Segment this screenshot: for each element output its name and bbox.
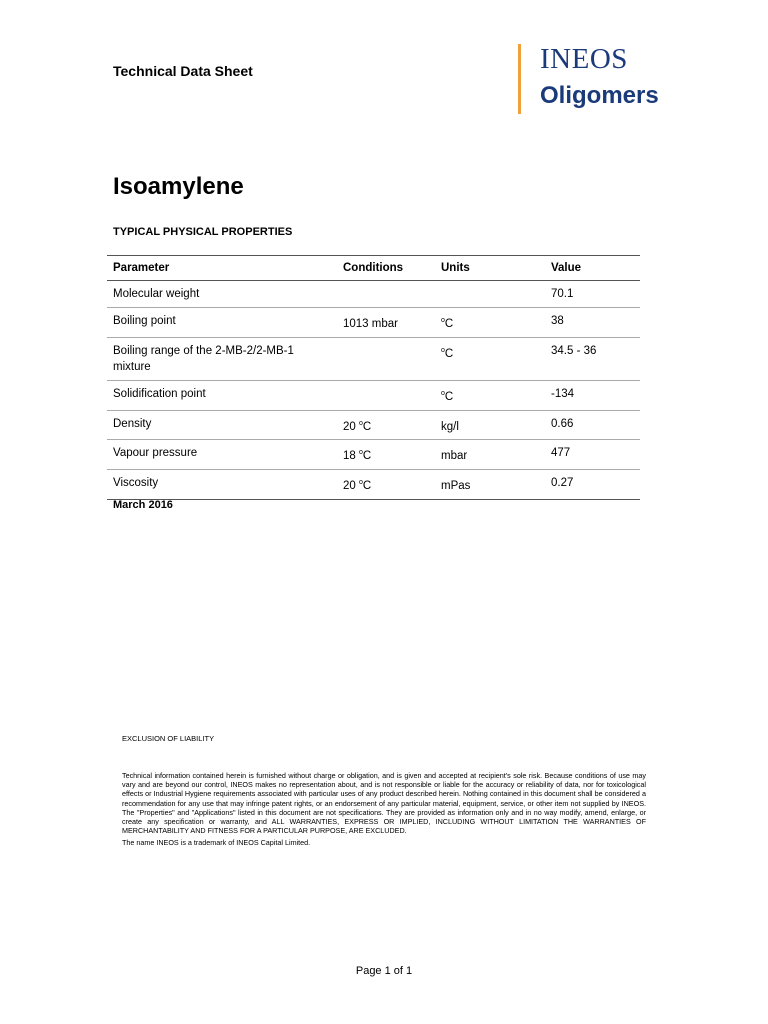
cell-value: 38 bbox=[545, 308, 640, 338]
cell-parameter: Boiling range of the 2-MB-2/2-MB-1 mixture bbox=[107, 337, 337, 380]
cell-conditions: 20 $^o$C bbox=[337, 470, 435, 500]
logo-subtitle: Oligomers bbox=[540, 82, 659, 109]
table-header-row bbox=[107, 256, 640, 281]
header-value: Value bbox=[545, 256, 640, 281]
cell-value: 0.27 bbox=[545, 470, 640, 500]
cell-parameter: Solidification point bbox=[107, 380, 337, 410]
logo-accent-bar bbox=[518, 44, 521, 114]
cell-parameter: Boiling point bbox=[107, 308, 337, 338]
cell-units: mPas bbox=[435, 470, 545, 500]
cell-parameter: Vapour pressure bbox=[107, 440, 337, 470]
document-date: March 2016 bbox=[113, 499, 173, 511]
cell-units: $^o$C bbox=[435, 380, 545, 410]
cell-value: 70.1 bbox=[545, 281, 640, 308]
cell-units: kg/l bbox=[435, 410, 545, 440]
cell-conditions: 1013 mbar bbox=[337, 308, 435, 338]
header-conditions: Conditions bbox=[337, 256, 435, 281]
cell-conditions: 18 $^o$C bbox=[337, 440, 435, 470]
table-row bbox=[107, 380, 640, 410]
table-row bbox=[107, 281, 640, 308]
cell-conditions bbox=[337, 380, 435, 410]
cell-units: $^o$C bbox=[435, 337, 545, 380]
table-row bbox=[107, 308, 640, 338]
cell-parameter: Viscosity bbox=[107, 470, 337, 500]
table-row bbox=[107, 337, 640, 380]
exclusion-title: EXCLUSION OF LIABILITY bbox=[122, 734, 215, 743]
cell-value: 0.66 bbox=[545, 410, 640, 440]
cell-value: -134 bbox=[545, 380, 640, 410]
page-number: Page 1 of 1 bbox=[355, 965, 413, 977]
cell-conditions: 20 $^o$C bbox=[337, 410, 435, 440]
cell-value: 34.5 - 36 bbox=[545, 337, 640, 380]
cell-conditions bbox=[337, 281, 435, 308]
product-title: Isoamylene bbox=[113, 173, 244, 200]
logo-o-mark: O bbox=[589, 43, 612, 75]
table-row bbox=[107, 410, 640, 440]
table-row bbox=[107, 440, 640, 470]
header-parameter: Parameter bbox=[107, 256, 337, 281]
cell-units: mbar bbox=[435, 440, 545, 470]
cell-units bbox=[435, 281, 545, 308]
disclaimer-text: Technical information contained herein is furnished without charge or obligation, and is given and accepted at recipient's sole risk. Because conditions of use may vary and are beyond our control, INEOS makes no representation about, and is not responsible or liable for the accuracy or reliability of data, nor for toxicological effects or Industrial Hygiene requirements associated with particular uses of any product described herein. Nothing contained in this document shall be considered a recommendation for any use that may infringe patent rights, or an endorsement of any particular material, equipment, service, or other item not supplied by INEOS. The "Properties" and "Applications" listed in this document are not specifications. They are provided as information only and in no way modify, amend, enlarge, or create any specification or warranty, and ALL WARRANTIES, EXPRESS OR IMPLIED, INCLUDING WITHOUT LIMITATION THE WARRANTIES OF MERCHANTABILITY AND FITNESS FOR A PARTICULAR PURPOSE, ARE EXCLUDED. bbox=[122, 771, 646, 836]
cell-parameter: Molecular weight bbox=[107, 281, 337, 308]
document-type: Technical Data Sheet bbox=[113, 63, 253, 79]
cell-conditions bbox=[337, 337, 435, 380]
trademark-notice: The name INEOS is a trademark of INEOS Capital Limited. bbox=[122, 838, 311, 847]
table-row bbox=[107, 470, 640, 500]
cell-units: $^o$C bbox=[435, 308, 545, 338]
cell-parameter: Density bbox=[107, 410, 337, 440]
company-logo-wordmark: INEOS bbox=[540, 43, 628, 75]
properties-table bbox=[107, 255, 640, 500]
section-title: TYPICAL PHYSICAL PROPERTIES bbox=[113, 226, 293, 238]
cell-value: 477 bbox=[545, 440, 640, 470]
header-units: Units bbox=[435, 256, 545, 281]
